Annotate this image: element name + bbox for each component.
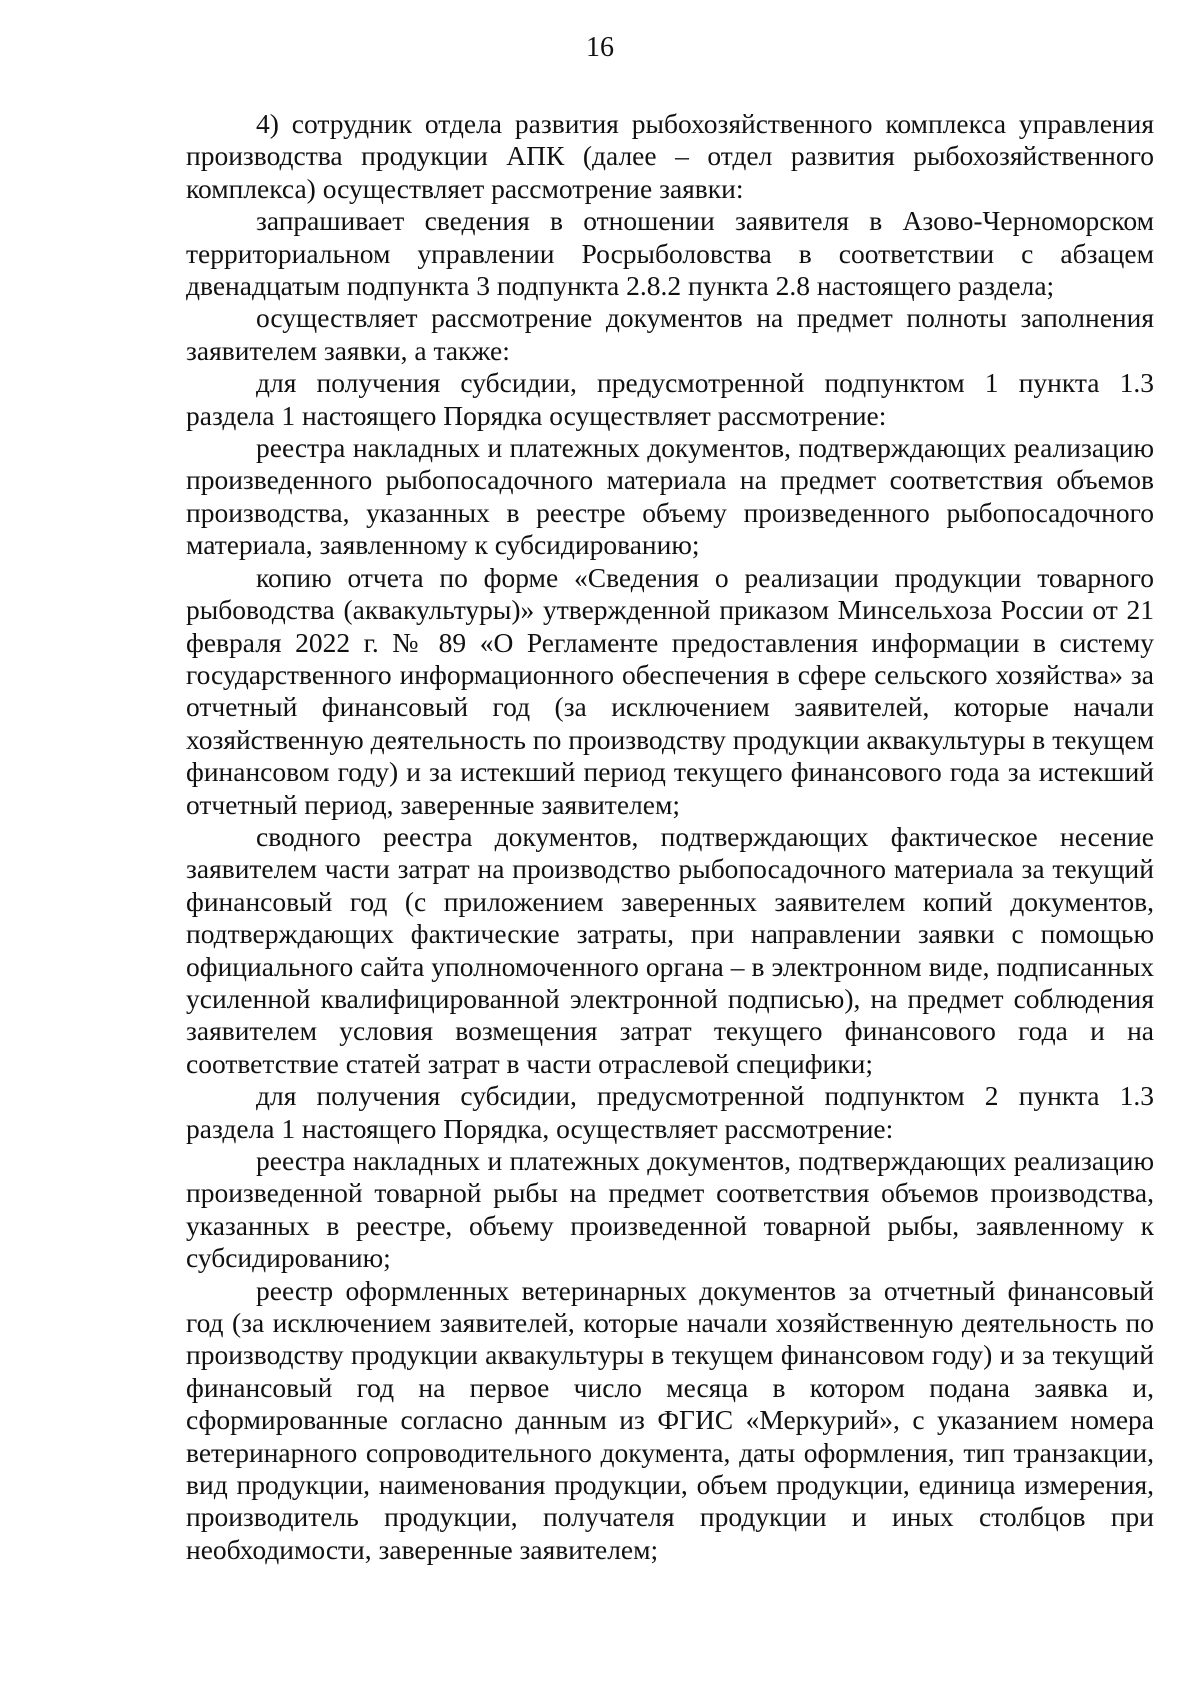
paragraph-request-info: запрашивает сведения в отношении заявителя в Азово-Черноморском территориальном управлении Росрыболовства в соответствии с абзацем двенадцатым подпункта 3 подпункта 2.8.2 пункта 2.8 настоящего раздела;: [186, 205, 1154, 302]
page-number: 16: [586, 32, 614, 63]
paragraph-cost-registry: сводного реестра документов, подтверждающих фактическое несение заявителем части затрат на производство рыбопосадочного материала за текущий финансовый год (с приложением заверенных заявителем копий документов, подтверждающих фактические затраты, при направлении заявки с помощью официального сайта уполномоченного органа – в электронном виде, подписанных усиленной квалифицированной электронной подписью), на предмет соблюдения заявителем условия возмещения затрат текущего финансового года и на соответствие статей затрат в части отраслевой специфики;: [186, 820, 1154, 1079]
paragraph-employee-review: 4) сотрудник отдела развития рыбохозяйственного комплекса управления производства продукции АПК (далее – отдел развития рыбохозяйственного комплекса) осуществляет рассмотрение заявки:: [186, 108, 1154, 204]
paragraph-subsidy-1: для получения субсидии, предусмотренной подпунктом 1 пункта 1.3 раздела 1 настоящего Порядка осуществляет рассмотрение:: [186, 367, 1154, 431]
paragraph-registry-fish: реестра накладных и платежных документов, подтверждающих реализацию произведенной товарной рыбы на предмет соответствия объемов производства, указанных в реестре, объему произведенной товарной рыбы, заявленному к субсидированию;: [186, 1145, 1154, 1274]
paragraph-report-copy: копию отчета по форме «Сведения о реализации продукции товарного рыбоводства (аквакультуры)» утвержденной приказом Минсельхоза России от 21 февраля 2022 г. № 89 «О Регламенте предоставления информации в систему государственного информационного обеспечения в сфере сельского хозяйства» за отчетный финансовый год (за исключением заявителей, которые начали хозяйственную деятельность по производству продукции аквакультуры в текущем финансовом году) и за истекший период текущего финансового года за истекший отчетный период, заверенные заявителем;: [186, 561, 1154, 820]
paragraph-subsidy-2: для получения субсидии, предусмотренной подпунктом 2 пункта 1.3 раздела 1 настоящего Порядка, осуществляет рассмотрение:: [186, 1080, 1154, 1144]
paragraph-completeness-review: осуществляет рассмотрение документов на предмет полноты заполнения заявителем заявки, а также:: [186, 302, 1154, 366]
document-body: [186, 108, 1154, 1566]
paragraph-registry-seed-material: реестра накладных и платежных документов, подтверждающих реализацию произведенного рыбопосадочного материала на предмет соответствия объемов производства, указанных в реестре объему произведенного рыбопосадочного материала, заявленному к субсидированию;: [186, 432, 1154, 561]
paragraph-vet-documents: реестр оформленных ветеринарных документов за отчетный финансовый год (за исключением заявителей, которые начали хозяйственную деятельность по производству продукции аквакультуры в текущем финансовом году) и за текущий финансовый год на первое число месяца в котором подана заявка и, сформированные согласно данным из ФГИС «Меркурий», с указанием номера ветеринарного сопроводительного документа, даты оформления, тип транзакции, вид продукции, наименования продукции, объем продукции, единица измерения, производитель продукции, получателя продукции и иных столбцов при необходимости, заверенные заявителем;: [186, 1274, 1154, 1565]
